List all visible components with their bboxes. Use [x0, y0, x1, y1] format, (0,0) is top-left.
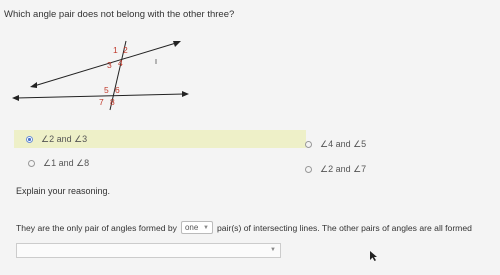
choice-4-and-5[interactable] — [305, 135, 366, 153]
choice-label: ∠2 and ∠7 — [320, 163, 367, 174]
chevron-down-icon: ▼ — [203, 224, 209, 231]
choice-1-and-8[interactable] — [28, 154, 89, 172]
explanation-sentence — [16, 221, 472, 234]
pairs-count-select[interactable] — [181, 221, 213, 234]
lower-line-arrow-right — [182, 91, 189, 97]
upper-line — [34, 43, 176, 86]
mouse-cursor-icon — [370, 251, 378, 261]
angle-label-1: 1 — [113, 45, 118, 55]
lower-line-arrow-left — [12, 95, 19, 101]
upper-line-arrow-right — [173, 41, 181, 47]
radio-icon[interactable] — [28, 160, 35, 167]
sentence-after: pair(s) of intersecting lines. The other pairs of angles are all formed — [216, 222, 472, 233]
angle-label-4: 4 — [118, 58, 123, 68]
upper-line-arrow-left — [30, 82, 37, 88]
angle-label-5: 5 — [104, 85, 109, 95]
choice-label: ∠4 and ∠5 — [320, 138, 367, 149]
angle-label-8: 8 — [110, 97, 115, 107]
radio-icon[interactable] — [305, 141, 312, 148]
sentence-before: They are the only pair of angles formed by — [16, 222, 177, 233]
angle-label-6: 6 — [115, 85, 120, 95]
question-text: Which angle pair does not belong with the other three? — [4, 9, 235, 20]
choice-2-and-7[interactable] — [305, 160, 366, 178]
chevron-down-icon: ▼ — [270, 247, 276, 253]
explain-prompt: Explain your reasoning. — [16, 186, 111, 196]
pairs-count-value: one — [184, 223, 199, 232]
angle-label-2: 2 — [123, 45, 128, 55]
choice-label: ∠1 and ∠8 — [43, 157, 90, 168]
angle-figure — [0, 35, 200, 115]
choice-2-and-3[interactable] — [14, 130, 306, 148]
choice-label: ∠2 and ∠3 — [41, 133, 88, 144]
reason-select[interactable] — [16, 243, 281, 258]
angle-label-3: 3 — [107, 60, 112, 70]
angle-label-7: 7 — [99, 97, 104, 107]
radio-icon[interactable] — [305, 166, 312, 173]
radio-selected-icon[interactable] — [26, 136, 33, 143]
